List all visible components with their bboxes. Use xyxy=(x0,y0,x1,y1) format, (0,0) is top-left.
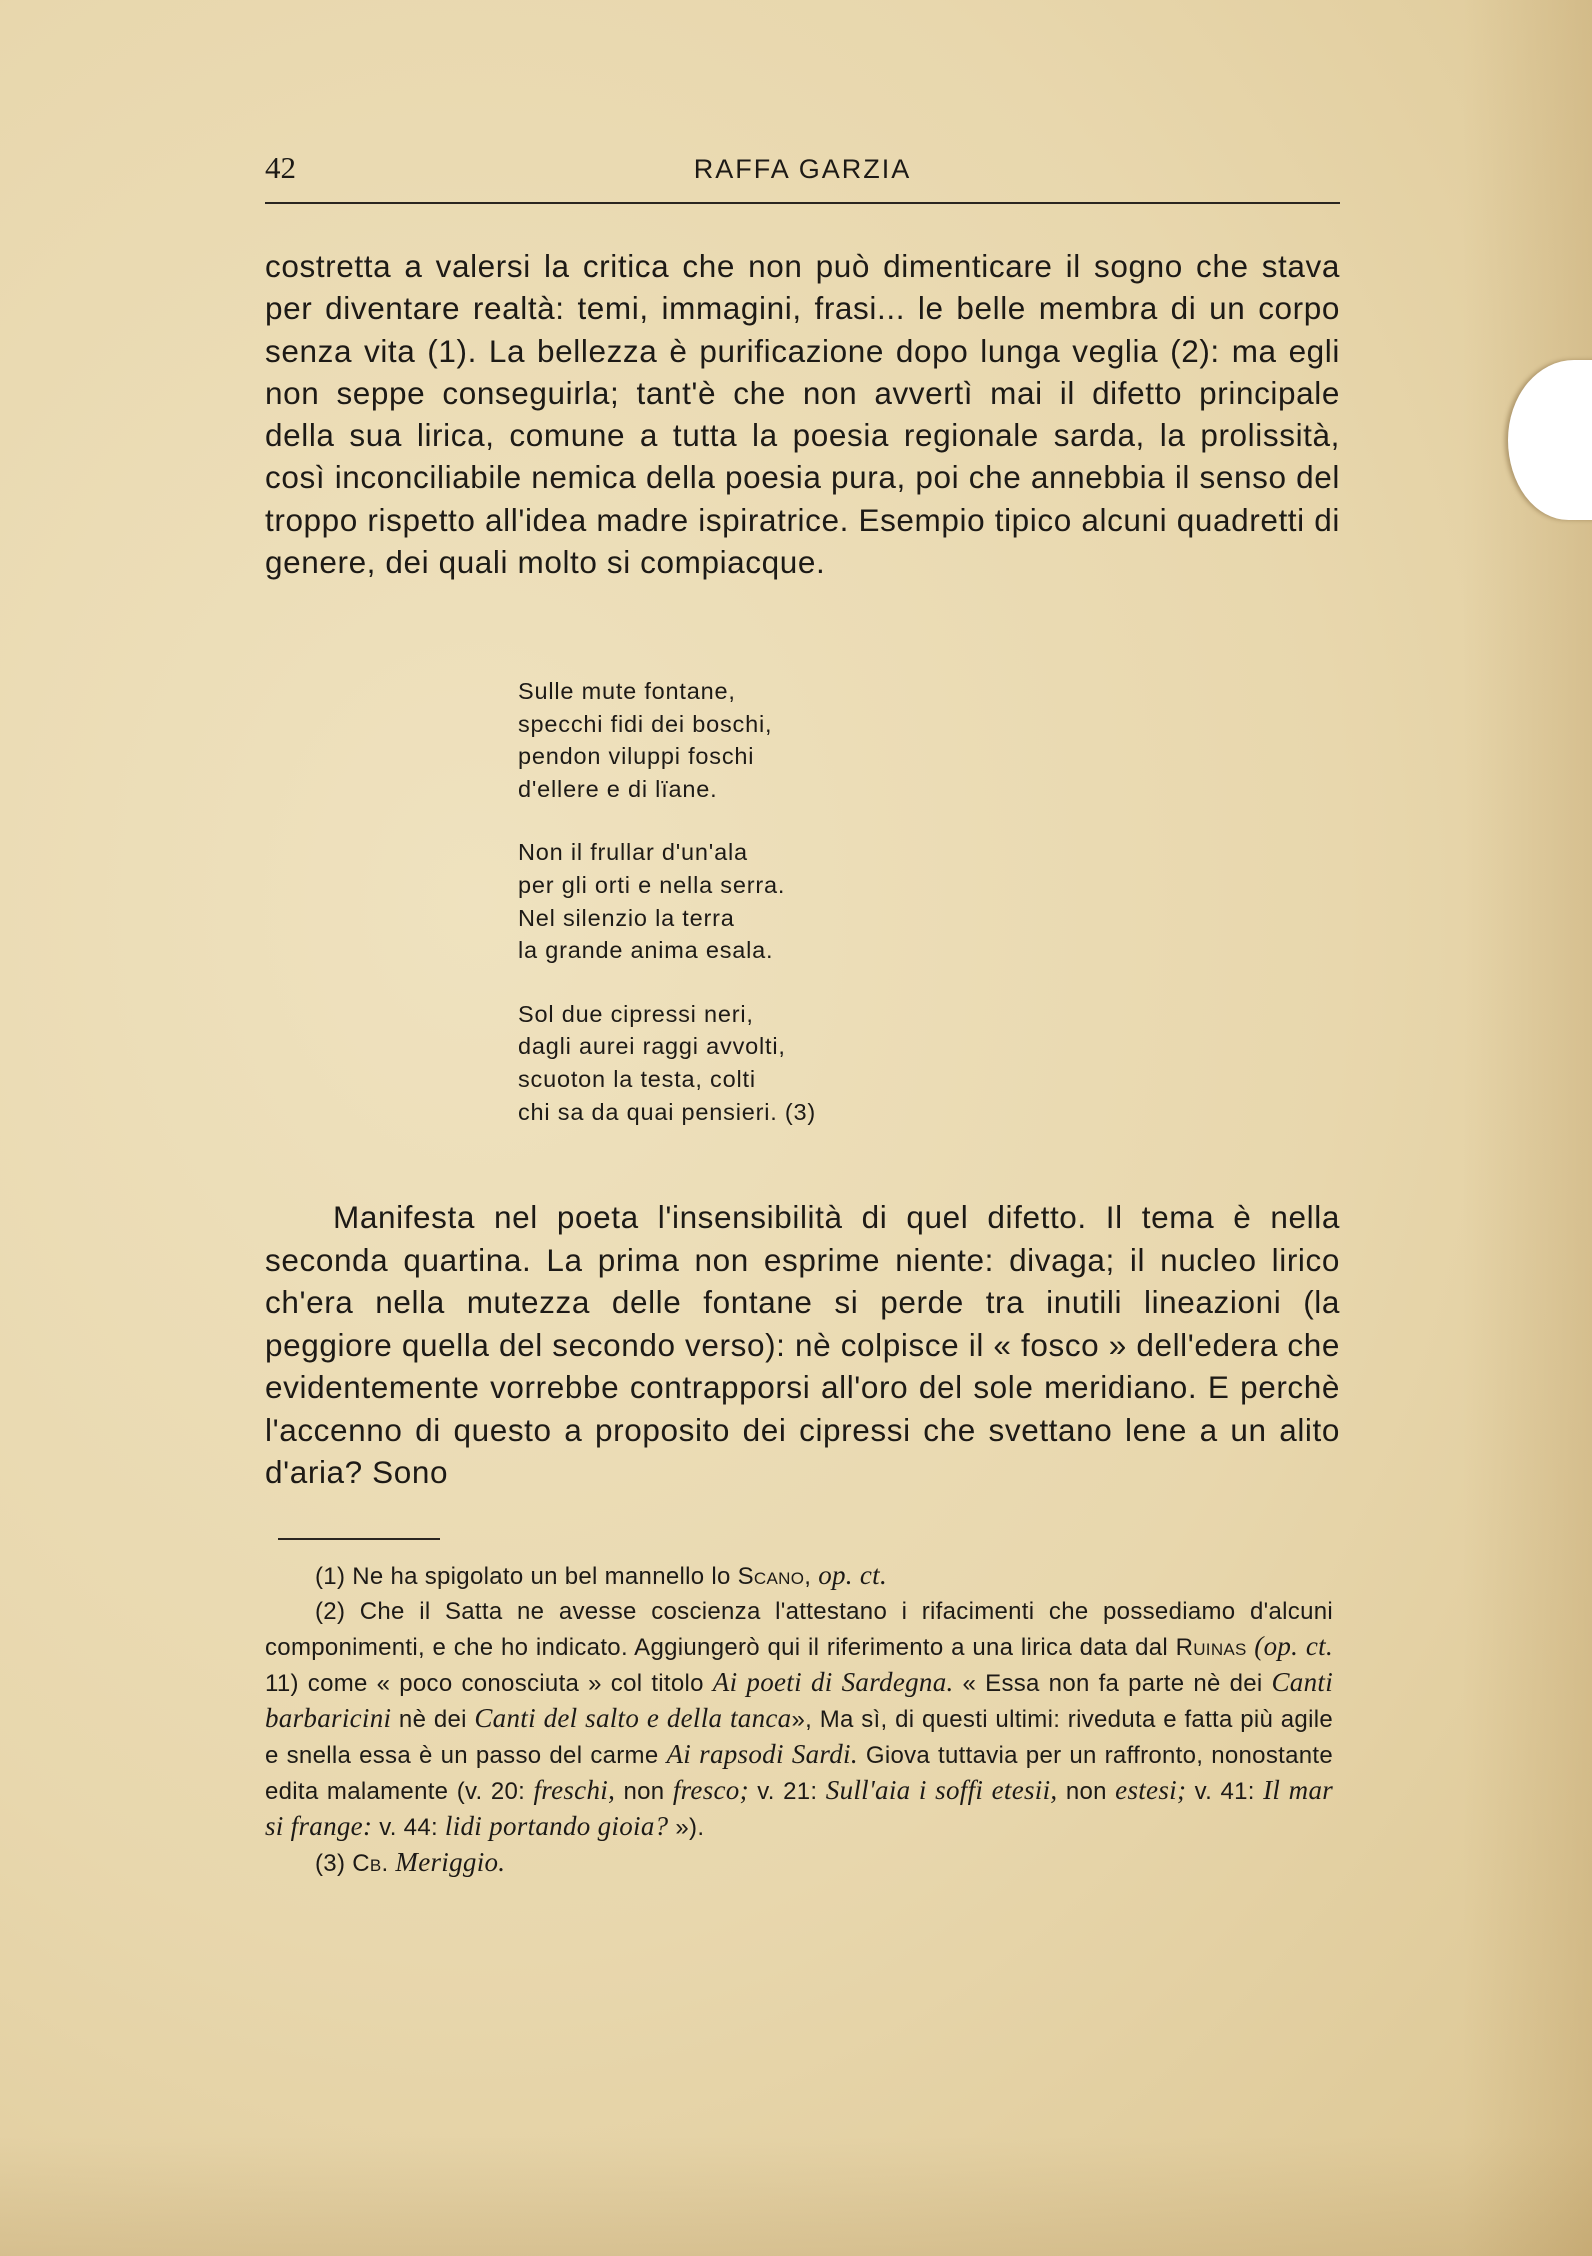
footnote-text: », Ma sì, di questi ultimi: riveduta e fatta più agile e snella essa è un passo del carme xyxy=(265,1706,1333,1769)
footnote-text: v. 21: xyxy=(757,1778,818,1805)
page-header xyxy=(265,150,1340,190)
work-title: Ai rapsodi Sardi. xyxy=(666,1739,858,1769)
footnote-text: non xyxy=(623,1778,665,1805)
author-name: Cb. xyxy=(352,1850,389,1877)
work-title: Canti del salto e della tanca xyxy=(474,1703,792,1733)
author-name: Scano xyxy=(737,1563,805,1590)
work-title: Meriggio. xyxy=(395,1847,506,1877)
header-rule xyxy=(265,202,1340,204)
footnote-3 xyxy=(265,1845,1333,1881)
footnote-text: Ne ha spigolato un bel mannello lo xyxy=(352,1563,731,1590)
footnote-marker: (2) xyxy=(315,1598,346,1625)
footnotes xyxy=(265,1558,1333,1881)
poem-line: dagli aurei raggi avvolti, xyxy=(518,1033,786,1060)
poem-line: Nel silenzio la terra xyxy=(518,904,735,931)
poem-stanza-3 xyxy=(518,998,938,1128)
footnote-text: non xyxy=(1065,1778,1107,1805)
footnote-text: Che il Satta ne avesse coscienza l'attestano i rifacimenti che possediamo d'alcuni componimenti, e che ho indicato. Aggiungerò qui il riferimento a una lirica data dal xyxy=(265,1598,1333,1661)
body-paragraph-2: Manifesta nel poeta l'insensibilità di quel difetto. Il tema è nella seconda quartina. La prima non esprime niente: divaga; il nucleo lirico ch'era nella mutezza delle fontane si perde tra inutili lineazioni (la peggiore quella del secondo verso): nè colpisce il « fosco » dell'edera che evidentemente vorrebbe contrapporsi all'oro del sole meridiano. E perchè l'accenno di questo a proposito dei cipressi che svettano lene a un alito d'aria? Sono xyxy=(265,1199,1340,1490)
variant-reading: Il mar si frange: xyxy=(265,1775,1334,1841)
footnote-text: Giova tuttavia per un raffronto, nonostante edita malamente (v. 20: xyxy=(265,1742,1333,1805)
variant-reading: estesi; xyxy=(1115,1775,1187,1805)
paper-stain-bottom xyxy=(0,2136,1592,2256)
poem-stanza-1 xyxy=(518,675,938,805)
footnote-text: , xyxy=(804,1563,812,1590)
footnote-text: 11) come « poco conosciuta » col titolo xyxy=(265,1670,704,1697)
variant-reading: Sull'aia i soffi etesii, xyxy=(825,1775,1058,1805)
poem-line: la grande anima esala. xyxy=(518,937,774,964)
variant-reading: lidi portando gioia? xyxy=(444,1811,669,1841)
author-name: Ruinas xyxy=(1175,1634,1247,1661)
poem-quotation xyxy=(518,675,938,1159)
page-number: 42 xyxy=(265,150,296,185)
work-title: Ai poeti di Sardegna. xyxy=(712,1667,954,1697)
variant-reading: freschi, xyxy=(533,1775,616,1805)
poem-line: d'ellere e di lïane. xyxy=(518,775,718,802)
poem-line: specchi fidi dei boschi, xyxy=(518,710,773,737)
footnote-2 xyxy=(265,1594,1333,1845)
footnote-text: v. 44: xyxy=(379,1814,438,1841)
work-title: Canti barbaricini xyxy=(265,1667,1334,1733)
footnote-marker: (1) xyxy=(315,1563,346,1590)
paper-stain-right xyxy=(1462,0,1592,2256)
body-paragraph-1: costretta a valersi la critica che non può dimenticare il sogno che stava per diventare realtà: temi, immagini, frasi... le belle membra di un corpo senza vita (1). La bellezza è purificazione dopo lunga veglia (2): ma egli non seppe conseguirla; tant'è che non avvertì mai il difetto principale della sua lirica, comune a tutta la poesia regionale sarda, la prolissità, così inconciliabile nemica della poesia pura, poi che annebbia il senso del troppo rispetto all'idea madre ispiratrice. Esempio tipico alcuni quadretti di genere, dei quali molto si compiacque. xyxy=(265,248,1340,581)
footnote-text: « Essa non fa parte nè dei xyxy=(962,1670,1263,1697)
citation: op. ct. xyxy=(818,1560,888,1590)
footnote-1 xyxy=(265,1558,1333,1594)
poem-line: chi sa da quai pensieri. (3) xyxy=(518,1098,817,1125)
running-head: RAFFA GARZIA xyxy=(693,154,912,184)
citation: (op. ct. xyxy=(1254,1631,1334,1661)
footnote-text: v. 41: xyxy=(1194,1778,1255,1805)
poem-line: Non il frullar d'un'ala xyxy=(518,839,748,866)
variant-reading: fresco; xyxy=(672,1775,749,1805)
poem-stanza-2 xyxy=(518,836,938,966)
poem-line: Sol due cipressi neri, xyxy=(518,1000,754,1027)
footnote-rule xyxy=(278,1538,440,1540)
footnote-marker: (3) xyxy=(315,1850,346,1877)
poem-line: pendon viluppi foschi xyxy=(518,743,755,770)
footnote-text: nè dei xyxy=(398,1706,467,1733)
poem-line: Sulle mute fontane, xyxy=(518,678,736,704)
poem-line: scuoton la testa, colti xyxy=(518,1065,756,1092)
poem-line: per gli orti e nella serra. xyxy=(518,871,786,898)
footnote-text: »). xyxy=(675,1814,705,1841)
